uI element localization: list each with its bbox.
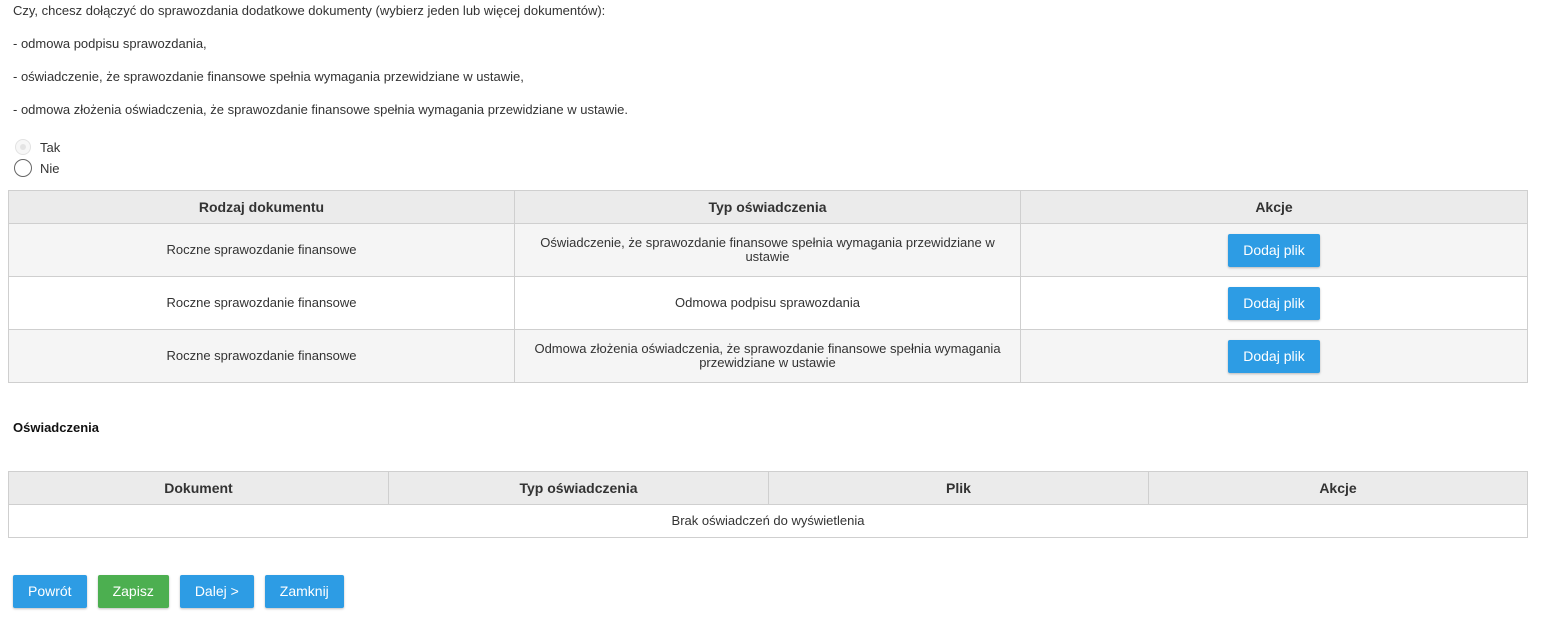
radio-nie-label: Nie — [40, 160, 60, 176]
empty-row — [9, 505, 1528, 538]
cell-statement-type: Odmowa podpisu sprawozdania — [515, 277, 1021, 330]
back-button[interactable]: Powrót — [13, 575, 87, 608]
cell-statement-type: Oświadczenie, że sprawozdanie finansowe spełnia wymagania przewidziane w ustawie — [515, 224, 1021, 277]
cell-document-type: Roczne sprawozdanie finansowe — [9, 330, 515, 383]
radio-nie-button[interactable] — [14, 159, 32, 177]
table-row — [9, 224, 1528, 277]
declarations-heading: Oświadczenia — [13, 420, 99, 435]
next-button[interactable]: Dalej > — [180, 575, 254, 608]
footer-actions — [13, 575, 344, 608]
cell-actions — [1021, 330, 1528, 383]
cell-statement-type: Odmowa złożenia oświadczenia, że sprawozdanie finansowe spełnia wymagania przewidziane w ustawie — [515, 330, 1021, 383]
column-header-actions: Akcje — [1149, 472, 1528, 505]
cell-actions — [1021, 277, 1528, 330]
documents-table-header-row — [9, 191, 1528, 224]
question-option-refusal-statement: - odmowa złożenia oświadczenia, że sprawozdanie finansowe spełnia wymagania przewidziane w ustawie. — [13, 102, 628, 117]
column-header-statement-type: Typ oświadczenia — [389, 472, 769, 505]
table-row — [9, 330, 1528, 383]
question-option-refusal-signature: - odmowa podpisu sprawozdania, — [13, 36, 207, 51]
radio-tak-button[interactable] — [15, 139, 31, 155]
table-row — [9, 277, 1528, 330]
column-header-document: Dokument — [9, 472, 389, 505]
declarations-table-header-row — [9, 472, 1528, 505]
cell-document-type: Roczne sprawozdanie finansowe — [9, 277, 515, 330]
documents-table — [8, 190, 1528, 383]
column-header-document-type: Rodzaj dokumentu — [9, 191, 515, 224]
question-option-statement: - oświadczenie, że sprawozdanie finansowe spełnia wymagania przewidziane w ustawie, — [13, 69, 524, 84]
add-file-button[interactable]: Dodaj plik — [1228, 234, 1319, 267]
declarations-table — [8, 471, 1528, 538]
column-header-actions: Akcje — [1021, 191, 1528, 224]
cell-actions — [1021, 224, 1528, 277]
save-button[interactable]: Zapisz — [98, 575, 169, 608]
cell-document-type: Roczne sprawozdanie finansowe — [9, 224, 515, 277]
empty-message: Brak oświadczeń do wyświetlenia — [9, 505, 1528, 538]
close-button[interactable]: Zamknij — [265, 575, 344, 608]
radio-option-tak[interactable] — [15, 138, 60, 156]
add-file-button[interactable]: Dodaj plik — [1228, 340, 1319, 373]
radio-tak-label: Tak — [40, 139, 61, 155]
radio-option-nie[interactable] — [15, 159, 60, 177]
column-header-statement-type: Typ oświadczenia — [515, 191, 1021, 224]
question-prompt: Czy, chcesz dołączyć do sprawozdania dodatkowe dokumenty (wybierz jeden lub więcej dokumentów): — [13, 3, 606, 18]
add-file-button[interactable]: Dodaj plik — [1228, 287, 1319, 320]
column-header-file: Plik — [769, 472, 1149, 505]
